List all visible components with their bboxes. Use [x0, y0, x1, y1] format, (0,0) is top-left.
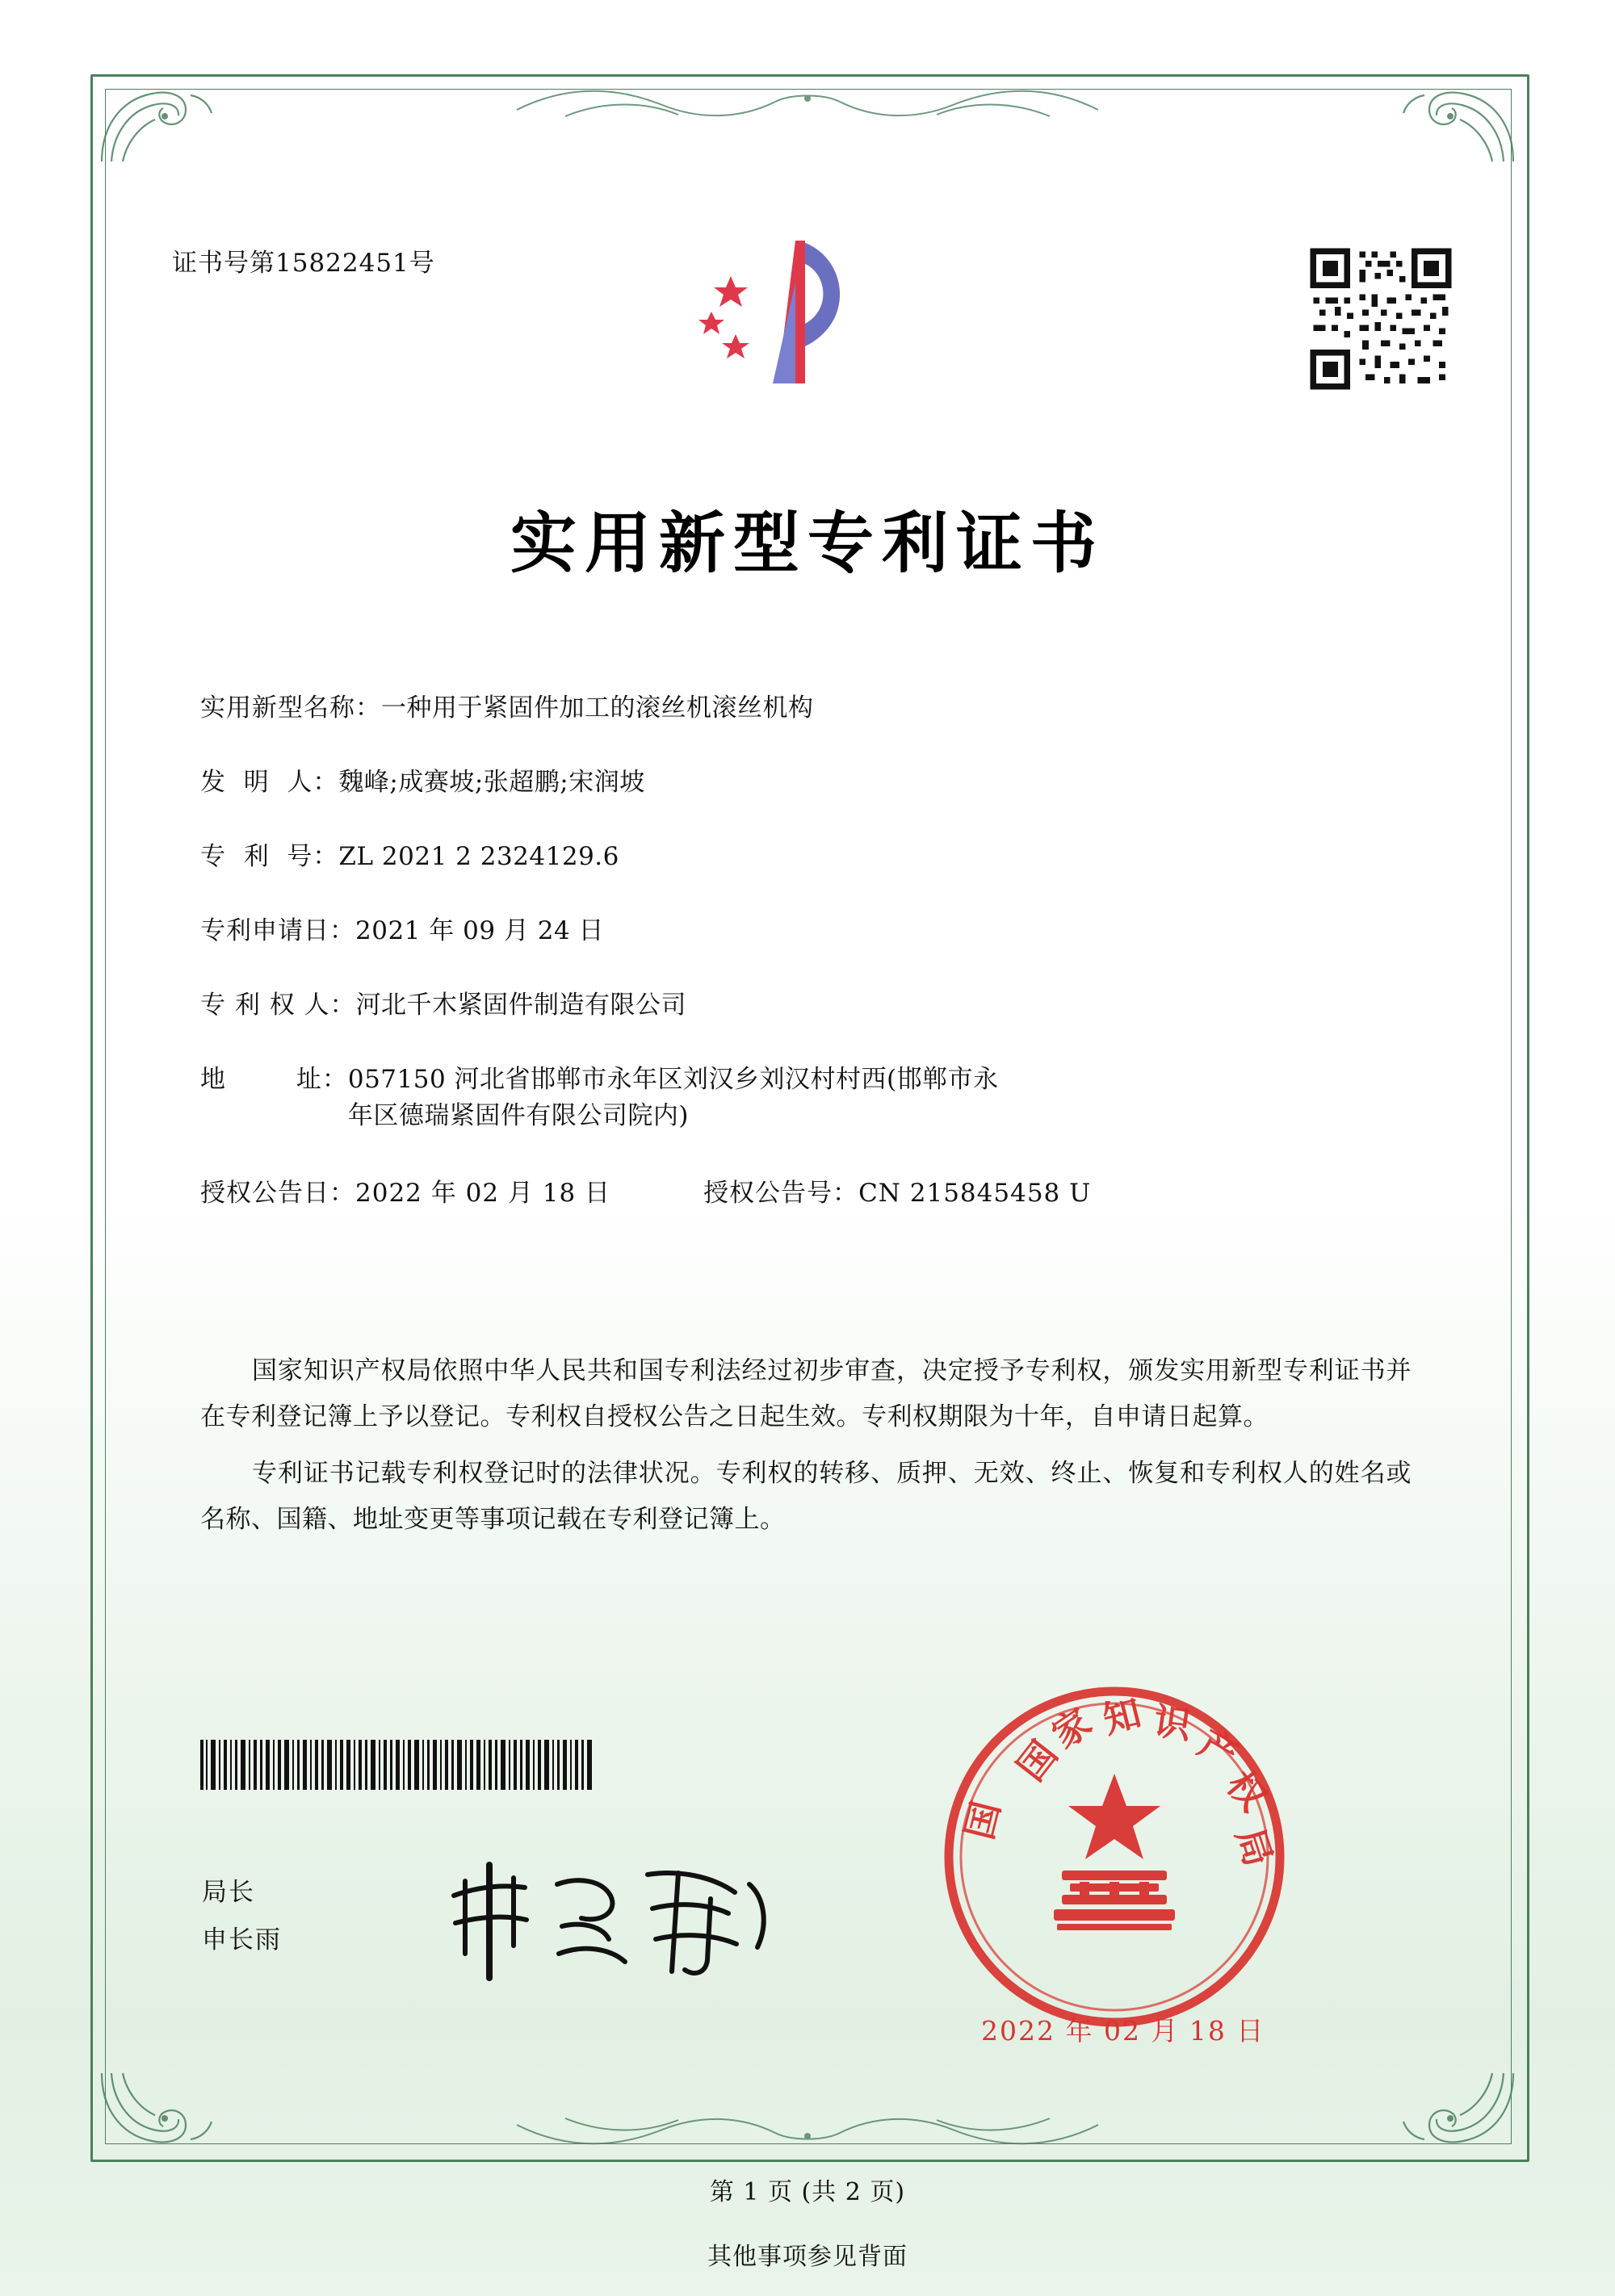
field-label: 专 利 号： — [200, 841, 339, 871]
field-grant-announcement — [200, 1172, 1395, 1209]
top-edge-ornament-icon — [517, 78, 1098, 128]
corner-ornament-icon — [1399, 2067, 1520, 2156]
field-application-date — [200, 913, 1395, 949]
field-label: 专 利 权 人： — [200, 990, 356, 1020]
seal-date: 2022 年 02 月 18 日 — [981, 2015, 1265, 2047]
corner-ornament-icon — [95, 2067, 216, 2156]
page-number: 第 1 页 (共 2 页) — [709, 2178, 906, 2206]
svg-text:国: 国 — [1009, 1732, 1066, 1789]
director-block — [202, 1869, 282, 1964]
svg-text:知: 知 — [1098, 1691, 1146, 1742]
corner-ornament-icon — [95, 79, 216, 168]
address-line-1: 057150 河北省邯郸市永年区刘汉乡刘汉村村西(邯郸市永 — [347, 1064, 999, 1094]
official-seal-icon — [941, 1683, 1288, 2030]
paragraph-2: 专利证书记载专利权登记时的法律状况。专利权的转移、质押、无效、终止、恢复和专利权人的姓名或名称、国籍、地址变更等事项记载在专利登记簿上。 — [200, 1458, 1412, 1535]
legal-text-block — [200, 1348, 1412, 1552]
svg-text:产: 产 — [1191, 1720, 1246, 1778]
field-patent-number — [200, 839, 1395, 875]
field-value: 2021 年 09 月 24 日 — [355, 915, 605, 945]
field-value — [348, 1062, 1395, 1134]
svg-text:权: 权 — [1218, 1762, 1276, 1820]
field-inventors — [200, 765, 1395, 801]
svg-text:家: 家 — [1043, 1699, 1100, 1758]
handwritten-signature-icon — [436, 1849, 783, 1986]
announcement-no-value: CN 215845458 U — [858, 1178, 1092, 1208]
field-label: 实用新型名称： — [200, 693, 381, 723]
director-name: 申长雨 — [202, 1925, 282, 1955]
field-value: 魏峰;成赛坡;张超鹏;宋润坡 — [338, 767, 645, 797]
announcement-no-label: 授权公告号： — [703, 1178, 859, 1208]
field-value: ZL 2021 2 2324129.6 — [338, 841, 619, 871]
field-label: 专利申请日： — [200, 915, 355, 945]
page-title: 实用新型专利证书 — [510, 505, 1105, 582]
paragraph-1: 国家知识产权局依照中华人民共和国专利法经过初步审查，决定授予专利权，颁发实用新型专利证书并在专利登记簿上予以登记。专利权自授权公告之日起生效。专利权期限为十年，自申请日起算。 — [200, 1356, 1412, 1432]
certificate-number: 证书号第15822451号 — [172, 249, 435, 278]
announcement-date-label: 授权公告日： — [200, 1178, 355, 1208]
svg-text:局: 局 — [1227, 1822, 1282, 1872]
field-value: 河北千木紧固件制造有限公司 — [355, 990, 687, 1020]
back-side-note: 其他事项参见背面 — [707, 2243, 908, 2271]
svg-text:国: 国 — [957, 1796, 1009, 1844]
field-utility-model-name — [200, 690, 1395, 727]
qr-code-icon — [1304, 242, 1458, 396]
fields-block — [200, 690, 1395, 1241]
director-label: 局长 — [202, 1878, 255, 1907]
address-line-2: 年区德瑞紧固件有限公司院内) — [347, 1100, 689, 1130]
announcement-date-value: 2022 年 02 月 18 日 — [355, 1178, 611, 1208]
svg-text:识: 识 — [1151, 1699, 1194, 1748]
field-label: 地 址： — [200, 1064, 348, 1094]
field-value: 一种用于紧固件加工的滚丝机滚丝机构 — [381, 693, 814, 723]
bottom-edge-ornament-icon — [517, 2107, 1098, 2157]
corner-ornament-icon — [1399, 79, 1520, 168]
field-patentee — [200, 987, 1395, 1024]
field-address — [200, 1062, 1395, 1134]
field-label: 发 明 人： — [200, 767, 339, 797]
patent-office-logo-icon — [682, 234, 892, 408]
barcode-icon — [200, 1740, 612, 1790]
